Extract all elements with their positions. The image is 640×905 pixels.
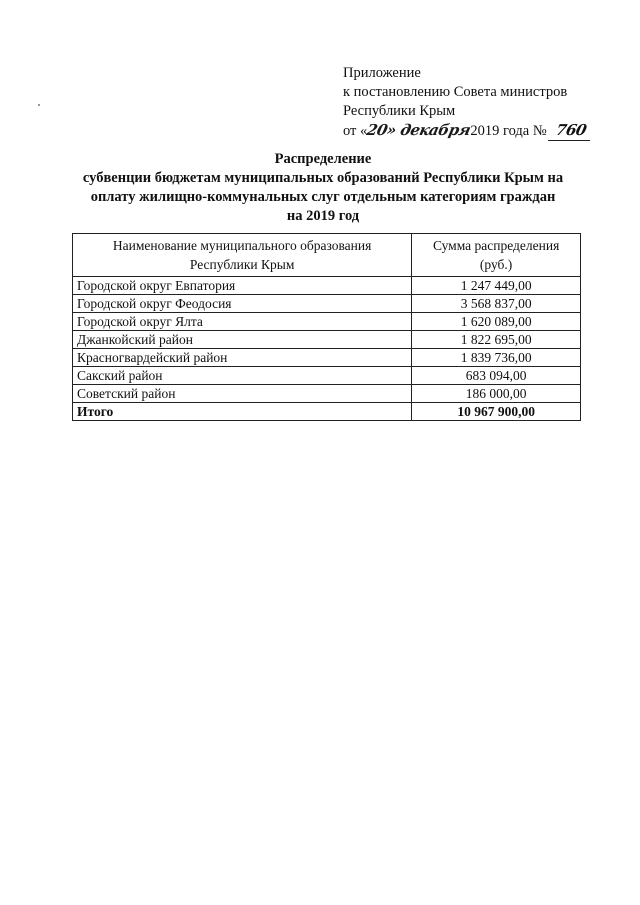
row-name: Джанкойский район bbox=[73, 331, 412, 349]
appendix-line-1: Приложение bbox=[343, 65, 421, 81]
total-label: Итого bbox=[73, 403, 412, 421]
table-row bbox=[73, 277, 581, 295]
row-name: Городской округ Феодосия bbox=[73, 295, 412, 313]
header-amount-line-1: Сумма распределения bbox=[432, 238, 560, 253]
table-row bbox=[73, 367, 581, 385]
handwritten-date: 20» декабря bbox=[365, 121, 473, 139]
row-amount: 1 839 736,00 bbox=[412, 349, 581, 367]
title-line-2: субвенции бюджетам муниципальных образований Республики Крым на bbox=[82, 170, 564, 186]
row-name: Красногвардейский район bbox=[73, 349, 412, 367]
date-prefix: от « bbox=[343, 123, 368, 139]
header-amount-line-2: (руб.) bbox=[479, 257, 513, 272]
document-title bbox=[70, 150, 576, 226]
row-name: Городской округ Евпатория bbox=[73, 277, 412, 295]
distribution-table bbox=[72, 233, 581, 421]
row-name: Сакский район bbox=[73, 367, 412, 385]
row-amount: 1 247 449,00 bbox=[412, 277, 581, 295]
title-line-1: Распределение bbox=[274, 151, 372, 167]
row-amount: 3 568 837,00 bbox=[412, 295, 581, 313]
row-amount: 1 822 695,00 bbox=[412, 331, 581, 349]
row-amount: 186 000,00 bbox=[412, 385, 581, 403]
total-amount: 10 967 900,00 bbox=[412, 403, 581, 421]
appendix-line-3: Республики Крым bbox=[343, 103, 456, 119]
title-line-3: оплату жилищно-коммунальных слуг отдельным категориям граждан bbox=[90, 189, 556, 205]
year-text: 2019 года № bbox=[470, 123, 547, 139]
row-amount: 1 620 089,00 bbox=[412, 313, 581, 331]
header-amount bbox=[412, 234, 581, 277]
table-row bbox=[73, 349, 581, 367]
table-row bbox=[73, 331, 581, 349]
table-row bbox=[73, 295, 581, 313]
header-municipality-line-1: Наименование муниципального образования bbox=[112, 238, 372, 253]
appendix-date-line bbox=[343, 121, 592, 141]
header-municipality-line-2: Республики Крым bbox=[189, 257, 295, 272]
table-header-row bbox=[73, 234, 581, 277]
row-amount: 683 094,00 bbox=[412, 367, 581, 385]
row-name: Городской округ Ялта bbox=[73, 313, 412, 331]
appendix-line-2: к постановлению Совета министров bbox=[343, 84, 568, 100]
handwritten-number: 760 bbox=[548, 121, 594, 141]
row-name: Советский район bbox=[73, 385, 412, 403]
table-row bbox=[73, 313, 581, 331]
header-municipality bbox=[73, 234, 412, 277]
title-line-4: на 2019 год bbox=[286, 208, 360, 224]
scan-speck bbox=[38, 104, 40, 106]
table-row bbox=[73, 385, 581, 403]
table-total-row bbox=[73, 403, 581, 421]
appendix-header bbox=[343, 64, 592, 141]
